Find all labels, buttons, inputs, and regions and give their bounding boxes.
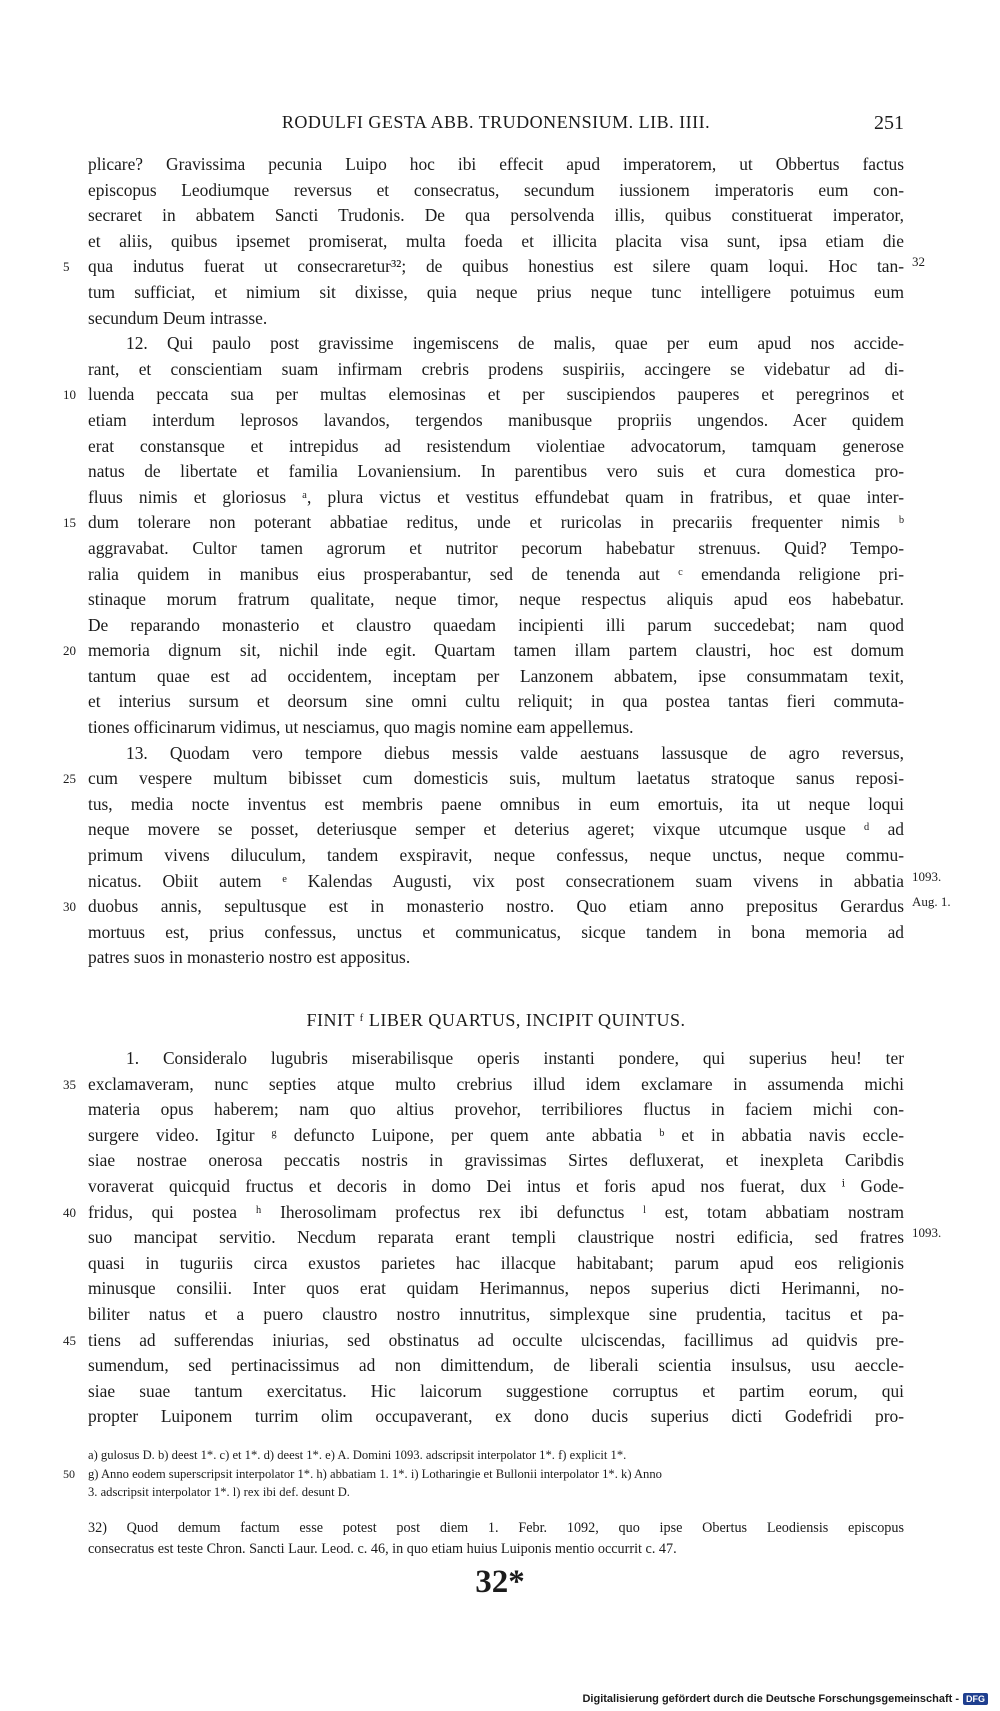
text-line <box>88 536 904 562</box>
text-line <box>88 741 904 767</box>
line-text: stinaque morum fratrum qualitate, neque timor, neque respectus aliquis apud eos habebatur. <box>88 589 904 610</box>
text-line <box>88 331 904 357</box>
text-line <box>63 1465 904 1484</box>
line-text: 12. Qui paulo post gravissime ingemiscens de malis, quae per eum apud nos accide- <box>126 333 904 354</box>
line-text: 3. adscripsit interpolator 1*. l) rex ibi def. desunt D. <box>88 1485 350 1499</box>
line-text: quasi in tuguriis circa exustos parietes hac illacque habitabant; parum apud eos religionis <box>88 1252 904 1273</box>
line-text: mortuus est, prius confessus, unctus et communicatus, sicque tandem in bona memoria ad <box>88 921 904 942</box>
running-head: RODULFI GESTA ABB. TRUDONENSIUM. LIB. IIII. <box>281 112 711 132</box>
text-line <box>88 357 904 383</box>
line-number: 25 <box>63 771 76 787</box>
text-line <box>88 843 904 869</box>
digitization-footer <box>582 1693 988 1705</box>
text-line <box>88 1302 904 1328</box>
text-line <box>88 1276 904 1302</box>
line-text: neque movere se posset, deteriusque semper et deterius ageret; vixque utcumque usque ᵈ ad <box>88 819 904 840</box>
footnote-line: 32) Quod demum factum esse potest post diem 1. Febr. 1092, quo ipse Obertus Leodiensis episcopus <box>88 1520 904 1536</box>
line-text: g) Anno eodem superscripsit interpolator 1*. h) abbatiam 1. 1*. i) Lotharingie et Bullonii interpolator 1*. k) Anno <box>88 1466 662 1481</box>
margin-date: 32 <box>912 254 925 270</box>
text-line <box>63 894 951 920</box>
line-text: tantum quae est ad occidentem, inceptam per Lanzonem abbatem, ipse consummatam texit, <box>88 665 904 686</box>
line-text: duobus annis, sepultusque est in monasterio nostro. Quo etiam anno prepositus Gerardus <box>88 896 904 917</box>
line-text: dum tolerare non poterant abbatiae reditus, unde et ruricolas in precariis frequenter nimis ᵇ <box>88 512 904 533</box>
line-number: 40 <box>63 1204 76 1220</box>
line-text: primum vivens diluculum, tandem exspiravit, neque confessus, neque unctus, neque commu- <box>88 845 904 866</box>
text-line <box>63 638 904 664</box>
text-line <box>88 1097 904 1123</box>
line-text: biliter natus et a puero claustro nostro innutritus, simplexque sine prudentia, tacitus et pa- <box>88 1303 904 1324</box>
text-line <box>88 306 904 332</box>
text-line <box>63 1328 904 1354</box>
dfg-logo: DFG <box>963 1693 988 1705</box>
line-text: exclamaveram, nunc septies atque multo crebrius illud idem exclamare in assumenda michi <box>88 1073 904 1094</box>
line-number: 5 <box>63 259 70 275</box>
text-line <box>63 382 904 408</box>
page-number: 251 <box>874 112 904 134</box>
main-text-book-five <box>63 1046 942 1430</box>
line-text: materia opus haberem; nam quo altius provehor, terribiliores fluctus in faciem michi con- <box>88 1099 904 1120</box>
footnote-line: consecratus est teste Chron. Sancti Laur. Leod. c. 46, in quo etiam huius Luiponis mentio occurrit c. 47. <box>88 1541 677 1557</box>
line-text: 13. Quodam vero tempore diebus messis valde aestuans lassusque de agro reversus, <box>126 742 904 763</box>
line-text: natus de libertate et familia Lovaniensium. In parentibus vero suis et cura domestica pro- <box>88 461 904 482</box>
line-text: tiens ad sufferendas iniurias, sed obstinatus ad occulte ulciscendas, facillimus ad quidvis pre- <box>88 1329 904 1350</box>
text-line <box>88 485 904 511</box>
line-text: tiones officinarum vidimus, ut nesciamus, quo magis nomine eam appellemus. <box>88 717 634 738</box>
text-line <box>88 1174 904 1200</box>
critical-apparatus <box>63 1446 904 1502</box>
line-number: 15 <box>63 515 76 531</box>
line-text: erat constansque et intrepidus ad resistendum violentiae advocatorum, tamquam generose <box>88 435 904 456</box>
footnote-32 <box>88 1518 904 1560</box>
line-text: siae suae tantum exercitatus. Hic laicorum suggestione corruptus et partim eorum, qui <box>88 1380 904 1401</box>
text-line <box>88 1046 904 1072</box>
text-line <box>63 510 904 536</box>
text-line <box>88 817 904 843</box>
line-number: 20 <box>63 643 76 659</box>
text-line <box>88 868 942 895</box>
main-text-book-four <box>63 152 951 971</box>
line-text: 1. Consideralo lugubris miserabilisque operis instanti pondere, qui superius heu! ter <box>126 1048 904 1068</box>
text-line <box>88 1379 904 1405</box>
margin-date: Aug. 1. <box>912 894 951 910</box>
text-line <box>88 689 904 715</box>
text-line <box>88 1404 904 1430</box>
line-text: et aliis, quibus ipsemet promiserat, multa foeda et illicita placita visa sunt, ipsa etiam die <box>88 230 904 251</box>
line-text: ralia quidem in manibus eius prosperabantur, sed de tenenda aut ᶜ emendanda religione pri- <box>88 563 904 584</box>
line-text: secraret in abbatem Sancti Trudonis. De qua persolvenda illis, quibus constituerat imperator, <box>88 205 904 226</box>
line-text: sumendum, sed pertinacissimus ad non dimittendum, de liberali scientia insulsus, usu aeccle- <box>88 1355 904 1376</box>
text-line <box>63 1200 904 1226</box>
signature-mark: 32* <box>475 1564 525 1600</box>
line-text: fluus nimis et gloriosus ᵃ, plura victus et vestitus effundebat quam in fratribus, et quae inter- <box>88 486 904 507</box>
text-line <box>88 920 904 946</box>
text-line <box>88 945 904 971</box>
line-text: episcopus Leodiumque reversus et consecratus, secundum iussionem imperatoris eum con- <box>88 179 904 200</box>
text-line <box>88 152 904 178</box>
text-line <box>88 408 904 434</box>
section-title: FINIT ᶠ LIBER QUARTUS, INCIPIT QUINTUS. <box>306 1010 686 1030</box>
text-line <box>88 664 904 690</box>
text-line <box>88 280 904 306</box>
line-text: tum sufficiat, et nimium sit dixisse, quia neque prius neque tunc intelligere potuimus eum <box>88 281 904 302</box>
line-text: De reparando monasterio et claustro quaedam incipienti illi parum succedebat; nam quod <box>88 614 904 635</box>
text-line <box>88 1148 904 1174</box>
text-line <box>88 1251 904 1277</box>
margin-date: 1093. <box>912 868 942 884</box>
text-line <box>88 1123 904 1149</box>
line-text: cum vespere multum bibisset cum domesticis suis, multum laetatus stratoque sanus reposi- <box>88 768 904 789</box>
text-line <box>88 613 904 639</box>
line-number: 50 <box>63 1466 75 1481</box>
text-line <box>88 178 904 204</box>
text-line <box>88 1446 904 1465</box>
line-text: plicare? Gravissima pecunia Luipo hoc ibi effecit apud imperatorem, ut Obbertus factus <box>88 154 904 174</box>
line-text: patres suos in monasterio nostro est appositus. <box>88 947 411 968</box>
line-text: secundum Deum intrasse. <box>88 307 268 328</box>
text-line <box>88 587 904 613</box>
line-text: et interius sursum et deorsum sine omni cultu reliquit; in qua postea tantas fieri commuta- <box>88 691 904 712</box>
page-header <box>88 112 904 142</box>
line-text: fridus, qui postea ʰ Iherosolimam profectus rex ibi defunctus ˡ est, totam abbatiam nostram <box>88 1201 904 1222</box>
text-line <box>63 254 925 280</box>
line-text: voraverat quicquid fructus et decoris in domo Dei intus et foris apud nos fuerat, dux ⁱ Gode- <box>88 1175 904 1196</box>
line-text: suo mancipat servitio. Necdum reparata erant templi claustrique nostri edificia, sed fratres <box>88 1227 904 1248</box>
text-line <box>88 203 904 229</box>
text-line <box>63 1072 904 1098</box>
text-line <box>88 792 904 818</box>
text-line <box>88 459 904 485</box>
line-text: rant, et conscientiam suam infirmam crebris prodens suspiriis, accingere se videbatur ad di- <box>88 358 904 379</box>
text-line <box>88 229 904 255</box>
text-line <box>88 1483 904 1502</box>
line-text: propter Luiponem turrim olim occupaverant, ex dono ducis superius dicti Godefridi pro- <box>88 1406 904 1427</box>
text-line <box>88 434 904 460</box>
text-line <box>88 715 904 741</box>
text-line <box>88 1225 942 1251</box>
line-text: luenda peccata sua per multas elemosinas et per suscipiendos pauperes et peregrinos et <box>88 384 904 405</box>
line-number: 10 <box>63 387 76 403</box>
footer-text: Digitalisierung gefördert durch die Deutsche Forschungsgemeinschaft - <box>582 1693 959 1705</box>
text-line <box>63 766 904 792</box>
line-number: 35 <box>63 1076 76 1092</box>
line-text: surgere video. Igitur ᵍ defuncto Luipone, per quem ante abbatia ᵇ et in abbatia navis eccle- <box>88 1124 904 1145</box>
line-text: a) gulosus D. b) deest 1*. c) et 1*. d) deest 1*. e) A. Domini 1093. adscripsit interpolator 1*. f) explicit 1*. <box>88 1448 627 1462</box>
line-text: etiam interdum leprosos lavandos, tergendos manibusque propriis ungendos. Acer quidem <box>88 409 904 430</box>
text-line <box>88 1353 904 1379</box>
line-text: siae nostrae onerosa peccatis nostris in gravissimas Sirtes defluxerat, et inexpleta Caribdis <box>88 1150 904 1171</box>
line-text: memoria dignum sit, nichil inde egit. Quartam tamen illam partem claustri, hoc est domum <box>88 640 904 661</box>
line-text: aggravabat. Cultor tamen agrorum et nutritor pecorum habebatur strenuus. Quid? Tempo- <box>88 537 904 558</box>
margin-date: 1093. <box>912 1225 942 1241</box>
line-text: qua indutus fuerat ut consecraretur³²; de quibus honestius est silere quam loqui. Hoc tan- <box>88 256 904 277</box>
line-number: 30 <box>63 899 76 915</box>
line-text: minusque consilii. Inter quos erat quidam Herimannus, nepos superius dicti Herimanni, no- <box>88 1278 904 1299</box>
text-line <box>88 562 904 588</box>
line-number: 45 <box>63 1332 76 1348</box>
line-text: nicatus. Obiit autem ᵉ Kalendas Augusti, vix post consecrationem suam vivens in abbatia <box>88 870 904 891</box>
line-text: tus, media nocte inventus est membris paene omnibus in eum emortuis, ita ut neque loqui <box>88 793 904 814</box>
